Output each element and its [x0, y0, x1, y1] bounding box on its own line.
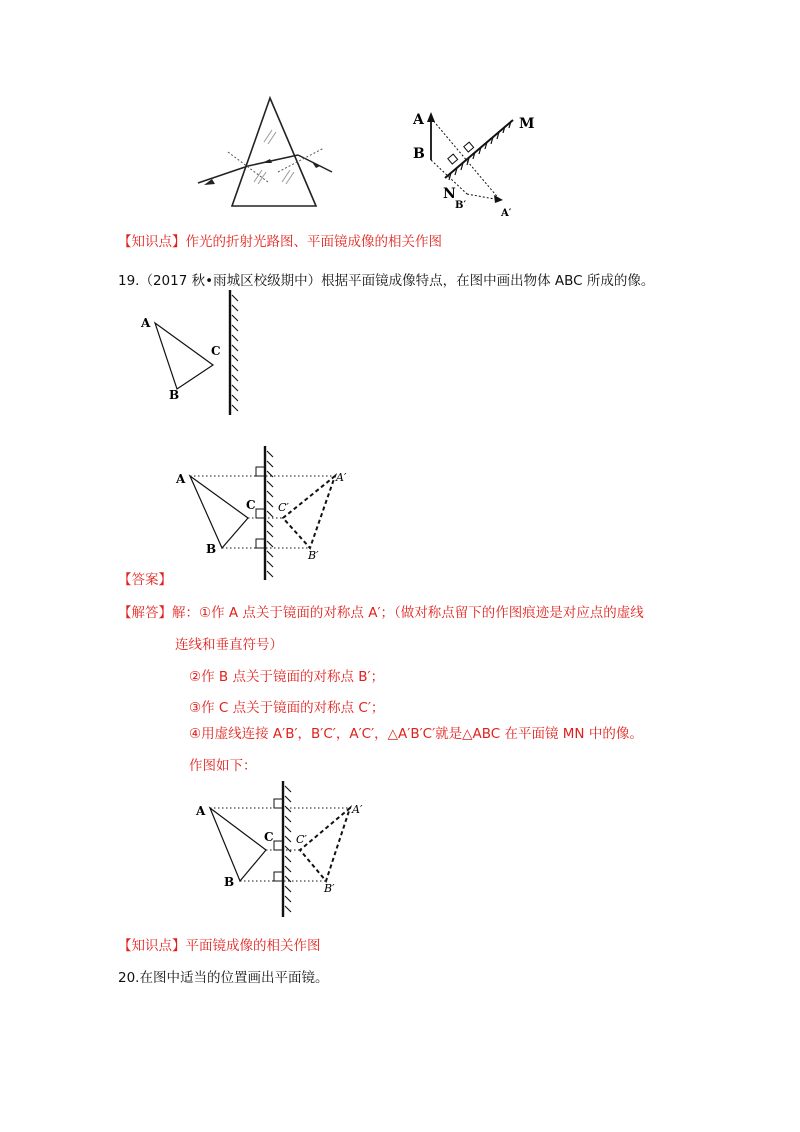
label-b-image: B′	[308, 549, 319, 562]
triangle-abc	[190, 476, 248, 548]
mirror-mn	[445, 120, 513, 178]
question-20: 20.在图中适当的位置画出平面镜。	[118, 970, 329, 986]
label-a-image: A′	[352, 803, 363, 816]
solution-step-2: ②作 B 点关于镜面的对称点 B′；	[189, 669, 385, 685]
triangle-image	[283, 476, 335, 548]
prism	[232, 98, 316, 206]
triangle-image	[300, 808, 350, 881]
label-b: B	[169, 388, 180, 402]
solution-line-1: 【解答】解：①作 A 点关于镜面的对称点 A′；（做对称点留下的作图痕迹是对应点的虚线	[118, 605, 644, 621]
answer-tag: 【答案】	[118, 572, 172, 588]
label-c-image: C′	[278, 501, 289, 514]
label-n: N	[443, 186, 456, 202]
label-a-image: A′	[501, 208, 512, 219]
label-b-image: B′	[324, 882, 335, 895]
question-19-figure	[135, 285, 250, 420]
solution-step-5: 作图如下：	[189, 758, 257, 774]
knowledge-point-19: 【知识点】平面镜成像的相关作图	[118, 938, 321, 954]
label-a: A	[141, 316, 151, 330]
label-c: C	[246, 498, 256, 512]
label-b: B	[224, 875, 235, 889]
solution-step-3: ③作 C 点关于镜面的对称点 C′；	[189, 700, 385, 716]
solution-figure	[190, 778, 380, 920]
label-c-image: C′	[296, 833, 307, 846]
label-c: C	[264, 830, 274, 844]
answer-figure	[170, 443, 360, 583]
label-a-image: A′	[336, 471, 347, 484]
label-c: C	[211, 344, 221, 358]
label-m: M	[519, 116, 535, 132]
solution-line-2: 连线和垂直符号）	[175, 637, 283, 653]
triangle-abc	[210, 808, 266, 881]
label-b-image: B′	[455, 200, 467, 211]
knowledge-point-18: 【知识点】作光的折射光路图、平面镜成像的相关作图	[118, 234, 442, 250]
label-b: B	[413, 146, 425, 162]
refracted-ray	[248, 155, 298, 166]
prism-refraction-figure	[190, 90, 340, 215]
label-a: A	[176, 472, 186, 486]
label-a: A	[196, 804, 206, 818]
label-a: A	[413, 112, 424, 128]
triangle-abc	[155, 323, 213, 389]
solution-step-4: ④用虚线连接 A′B′，B′C′，A′C′，△A′B′C′就是△ABC 在平面镜 MN 中的像。	[189, 726, 643, 742]
question-19: 19.（2017 秋•雨城区校级期中）根据平面镜成像特点，在图中画出物体 ABC 所成的像。	[118, 273, 655, 289]
label-b: B	[206, 542, 217, 556]
mirror-ab-figure	[405, 100, 555, 225]
